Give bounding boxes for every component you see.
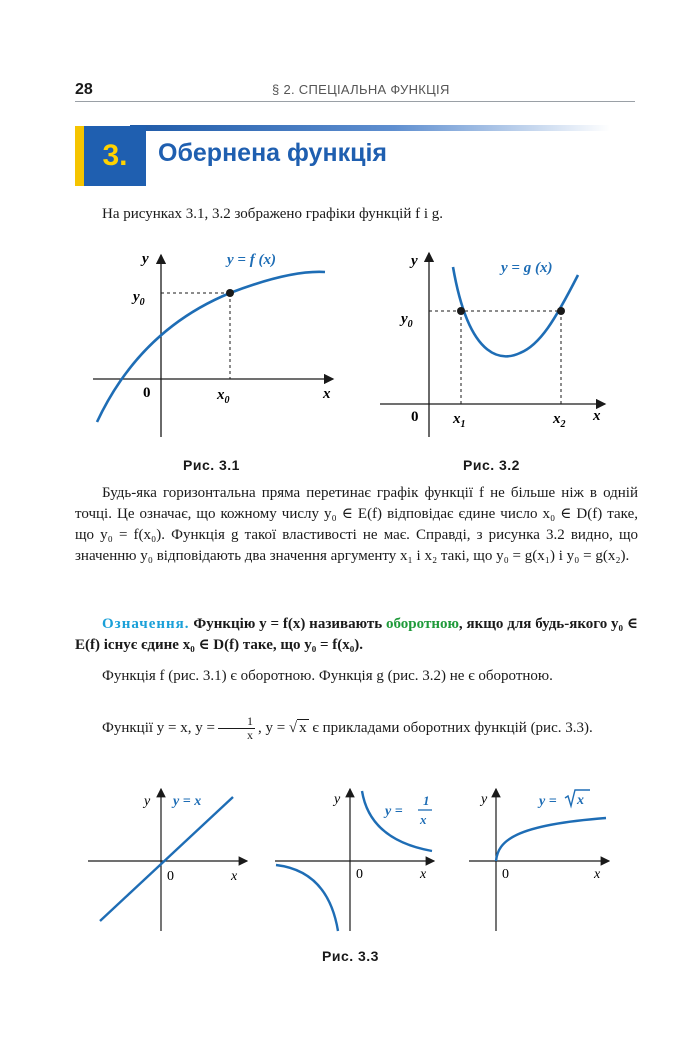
point-x2: [557, 307, 565, 315]
svg-text:x: x: [577, 793, 584, 808]
figure-3-2: [375, 245, 615, 445]
intro-paragraph: На рисунках 3.1, 3.2 зображено графіки функцій f і g.: [102, 206, 444, 222]
svg-text:x0: $x_0$: [217, 387, 230, 406]
point-x0-y0: [226, 289, 234, 297]
svg-text:x: x: [593, 408, 601, 424]
svg-text:y: y: [144, 794, 151, 809]
svg-text:0: 0: [411, 409, 419, 425]
svg-text:y: y: [142, 251, 149, 267]
figure-3-1: [85, 245, 345, 445]
svg-text:0: 0: [167, 869, 174, 884]
figure-3-3b: [272, 785, 442, 935]
svg-text:x2: $x_2$: [553, 411, 566, 430]
curve-f: [97, 272, 325, 422]
header-rule: [75, 101, 635, 102]
fig2-label: y = g (x): [501, 260, 553, 276]
svg-text:1: 1: [423, 793, 430, 808]
svg-text:x: x: [323, 386, 331, 402]
definition-term: оборотною: [386, 616, 459, 632]
paragraph-5: Функції y = x, y = $\frac{1}{x}$ , y = √ x є прикладами оборотних функцій (рис. 3.3).: [102, 714, 593, 742]
svg-text:y: y: [481, 792, 488, 807]
svg-text:0: 0: [143, 385, 151, 401]
section-yellow-marker: [75, 126, 84, 186]
section-gradient-bar: [130, 125, 610, 131]
svg-text:y = x: y = x: [173, 794, 202, 809]
figure-3-3c: [466, 785, 616, 935]
running-head: § 2. СПЕЦІАЛЬНА ФУНКЦІЯ: [272, 82, 450, 97]
fig1-label: y = f (x): [227, 252, 276, 268]
caption-3-1: Рис. 3.1: [183, 457, 240, 473]
svg-text:y: y: [411, 253, 418, 269]
fraction-1-over-x: $\frac{1}{x}$: [218, 715, 255, 742]
svg-text:x1: $x_1$: [453, 411, 466, 430]
svg-text:0: 0: [502, 867, 509, 882]
svg-text:x: x: [420, 867, 427, 882]
svg-text:x: x: [594, 867, 601, 882]
caption-3-2: Рис. 3.2: [463, 457, 520, 473]
section-number: 3.: [84, 126, 146, 186]
caption-3-3: Рис. 3.3: [322, 948, 379, 964]
definition-paragraph: Означення. Функцію y = f(x) називають оборотною, якщо для будь-якого y₀ ∈ E(f) існує єдине x₀ ∈ D(f) таке, що y₀ = f(x₀).: [75, 616, 638, 653]
sqrt-curve: [496, 818, 606, 861]
svg-text:y0: $y_0$: [401, 311, 413, 330]
svg-text:y: y: [334, 792, 341, 807]
section-title: Обернена функція: [158, 139, 387, 167]
svg-text:0: 0: [356, 867, 363, 882]
paragraph-2: Будь-яка горизонтальна пряма перетинає графік функції f не більше ніж в одній точці. Це означає, що кожному числу y₀ ∈ E(f) відповідає єдине число x₀ ∈ D(f) таке, що y₀ = f(x₀). Функція g такої властивості не має. Справді, з рисунка 3.2 видно, що значенню y₀ відповідають два значення аргументу x₁ і x₂ такі, що y₀ = g(x₁) і y₀ = g(x₂).: [75, 485, 638, 564]
line-y-eq-x: [100, 797, 233, 921]
page-number: 28: [75, 81, 93, 98]
figure-3-3a: [85, 785, 255, 935]
hyperbola-left: [276, 865, 338, 931]
svg-text:x: x: [231, 869, 238, 884]
definition-label: Означення.: [102, 616, 190, 632]
svg-text:y =: y =: [385, 804, 403, 819]
svg-text:y =: y =: [539, 794, 557, 809]
paragraph-4: Функція f (рис. 3.1) є оборотною. Функція g (рис. 3.2) не є оборотною.: [102, 668, 553, 684]
svg-text:y0: $y_0$: [133, 289, 145, 308]
svg-text:x: x: [420, 812, 427, 827]
point-x1: [457, 307, 465, 315]
